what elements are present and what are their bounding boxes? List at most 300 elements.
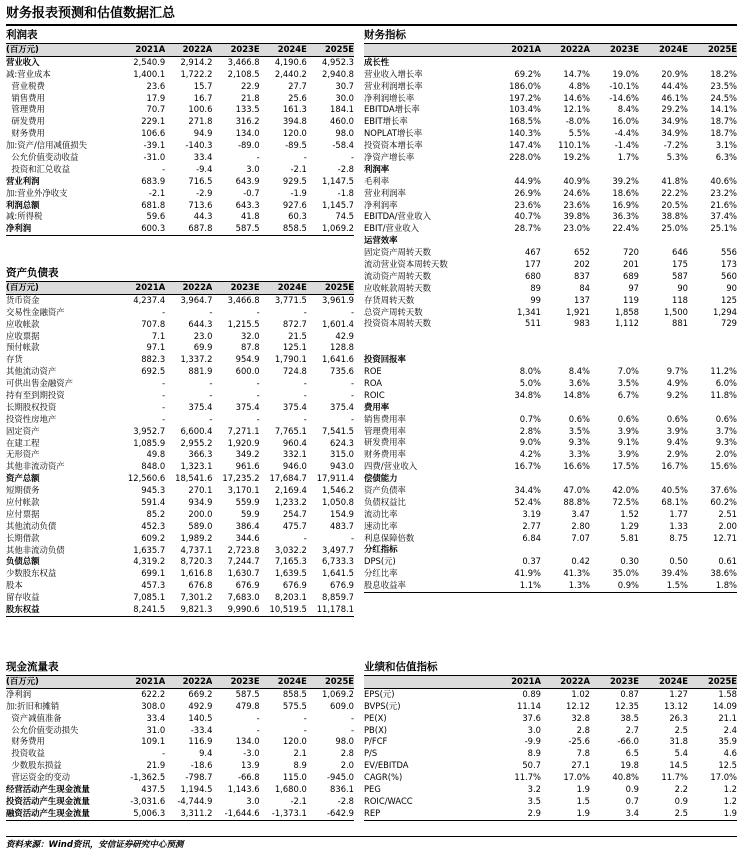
cell-value: 683.9 <box>141 175 166 186</box>
cell-value: 644.3 <box>188 318 213 329</box>
cell-value: 32.8 <box>571 712 590 723</box>
cell-value: - <box>162 748 166 759</box>
cell-value: 332.1 <box>282 449 307 460</box>
table-row <box>6 784 354 796</box>
cell-value: - <box>256 378 260 389</box>
table-row <box>6 366 354 378</box>
table-row <box>364 223 737 235</box>
table-row <box>364 176 737 188</box>
cell-value: 33.4 <box>193 152 213 163</box>
cell-value: -66.8 <box>237 772 260 783</box>
cell-value: 40.5% <box>661 484 688 495</box>
row-label: PB(X) <box>364 724 388 735</box>
cell-value: 44.4% <box>661 80 688 91</box>
table-row <box>6 485 354 497</box>
row-label: ROE <box>364 366 382 377</box>
row-label: P/FCF <box>364 736 388 747</box>
cell-value: 30.0 <box>335 92 355 103</box>
cell-value: 676.9 <box>235 580 260 591</box>
cell-value: 2.2 <box>674 784 688 795</box>
cell-value: 161.3 <box>282 104 307 115</box>
cell-value: 9.2% <box>666 389 688 400</box>
group-label: 偿债能力 <box>364 473 398 484</box>
cell-value: 0.6% <box>617 413 639 424</box>
cell-value: -89.0 <box>237 140 260 151</box>
cell-value: 12.35 <box>615 700 639 711</box>
cell-value: 1,050.8 <box>322 497 355 508</box>
cell-value: 103.4% <box>509 104 541 115</box>
cell-value: 624.3 <box>330 437 355 448</box>
cell-value: 11.2% <box>710 366 737 377</box>
row-label: 净利润 <box>6 688 32 699</box>
cell-value: 3,952.7 <box>133 425 166 436</box>
cell-value: 609.0 <box>330 700 355 711</box>
section-title: 财务指标 <box>364 28 737 44</box>
spacer-row <box>364 342 737 354</box>
cell-value: 437.5 <box>141 784 166 795</box>
row-label: EBIT/营业收入 <box>364 223 419 234</box>
cell-value: 154.9 <box>330 508 355 519</box>
table-row <box>6 556 354 568</box>
cell-value: 0.6% <box>715 413 737 424</box>
table-row <box>364 318 737 330</box>
table-header <box>6 676 354 689</box>
table-row <box>6 223 354 235</box>
cell-value: 3,497.7 <box>322 544 355 555</box>
cell-value: 1.7% <box>617 152 639 163</box>
cell-value: 8.4% <box>617 104 639 115</box>
table-row <box>364 81 737 93</box>
cell-value: - <box>162 163 166 174</box>
cell-value: 983 <box>574 318 590 329</box>
cell-value: - <box>303 152 307 163</box>
cell-value: 184.1 <box>330 104 355 115</box>
year-header: 2023E <box>230 282 260 292</box>
row-label: 投资活动产生现金流量 <box>6 795 90 806</box>
cell-value: 609.2 <box>141 532 166 543</box>
row-label: 研发费用率 <box>364 437 406 448</box>
cell-value: - <box>303 390 307 401</box>
cell-value: 31.0 <box>146 724 166 735</box>
table-row <box>6 164 354 176</box>
cell-value: 37.6 <box>522 712 541 723</box>
cell-value: 735.6 <box>330 366 355 377</box>
cell-value: 9.3% <box>568 437 590 448</box>
cell-value: 175 <box>672 259 688 270</box>
row-label: 净利润增长率 <box>364 92 415 103</box>
cell-value: 36.3% <box>612 211 639 222</box>
table-row <box>6 93 354 105</box>
cell-value: - <box>303 724 307 735</box>
cell-value: 2,914.2 <box>180 56 213 67</box>
cell-value: 1,112 <box>615 318 639 329</box>
row-label: ROIC/WACC <box>364 795 413 806</box>
cell-value: 22.9 <box>240 80 260 91</box>
cell-value: 8,203.1 <box>274 592 307 603</box>
cell-value: 600.3 <box>141 223 166 234</box>
cell-value: 44.3 <box>193 211 213 222</box>
row-label: EBITDA/营业收入 <box>364 211 431 222</box>
table-row <box>364 521 737 533</box>
row-label: 应收帐款 <box>6 318 40 329</box>
cell-value: 3,466.8 <box>227 56 260 67</box>
cell-value: 99 <box>530 294 541 305</box>
cell-value: 120.0 <box>282 736 307 747</box>
cell-value: 118 <box>672 294 688 305</box>
table-header <box>364 676 737 689</box>
cell-value: 28.7% <box>514 223 541 234</box>
row-label: 财务费用 <box>6 128 45 139</box>
cell-value: - <box>350 378 355 389</box>
cell-value: 9.1% <box>617 437 639 448</box>
valuation-indicators <box>364 660 737 821</box>
cell-value: 19.2% <box>563 152 590 163</box>
cell-value: 858.5 <box>282 223 307 234</box>
cell-value: 100.6 <box>188 104 213 115</box>
table-row <box>6 414 354 426</box>
cell-value: 34.9% <box>661 128 688 139</box>
cell-value: 5.3% <box>666 152 688 163</box>
cell-value: 228.0% <box>509 152 541 163</box>
cell-value: 49.8 <box>146 449 166 460</box>
cell-value: 4,319.2 <box>133 556 166 567</box>
cell-value: 59.6 <box>146 211 166 222</box>
row-label: 无形资产 <box>6 449 40 460</box>
cell-value: - <box>256 712 260 723</box>
year-header: 2024E <box>277 282 307 292</box>
row-label: 在建工程 <box>6 437 40 448</box>
cell-value: -1.4% <box>614 140 639 151</box>
cell-value: 1.77 <box>669 508 688 519</box>
cell-value: 177 <box>525 259 541 270</box>
row-label: ROIC <box>364 389 385 400</box>
cell-value: 39.2% <box>612 175 639 186</box>
row-label: 可供出售金融资产 <box>6 378 73 389</box>
cell-value: 375.4 <box>282 401 307 412</box>
cell-value: 34.9% <box>661 116 688 127</box>
table-row <box>364 414 737 426</box>
cell-value: 18,541.6 <box>175 473 213 484</box>
year-header: 2021A <box>511 676 541 686</box>
cell-value: 23.5% <box>710 80 737 91</box>
cell-value: - <box>256 152 260 163</box>
cell-value: 1,630.7 <box>227 568 260 579</box>
table-row <box>364 497 737 509</box>
table-header <box>6 44 354 57</box>
cell-value: 4,952.3 <box>322 56 355 67</box>
cell-value: 587.5 <box>235 688 260 699</box>
unit-label: (百万元) <box>6 282 39 292</box>
row-label: 短期债务 <box>6 485 40 496</box>
group-label: 投资回报率 <box>364 354 406 365</box>
cell-value: 3.6% <box>568 377 590 388</box>
cell-value: 1,323.1 <box>180 461 213 472</box>
cell-value: 3.4 <box>625 807 639 818</box>
cell-value: 0.6% <box>568 413 590 424</box>
cell-value: 2.5 <box>674 807 688 818</box>
year-header: 2021A <box>511 44 541 54</box>
cell-value: 20.5% <box>661 199 688 210</box>
cell-value: 1,921 <box>566 306 590 317</box>
table-row <box>364 307 737 319</box>
cell-value: 1,215.5 <box>227 318 260 329</box>
cell-value: 836.1 <box>330 784 355 795</box>
cell-value: -25.6 <box>568 736 590 747</box>
cell-value: 724.8 <box>282 366 307 377</box>
cell-value: 475.7 <box>282 520 307 531</box>
spacer-row <box>364 330 737 342</box>
cell-value: 1.9 <box>576 784 590 795</box>
cell-value: - <box>209 413 213 424</box>
row-label: 留存收益 <box>6 592 40 603</box>
table-row <box>364 713 737 725</box>
cell-value: 21.5 <box>288 330 307 341</box>
cell-value: 7.07 <box>571 532 590 543</box>
cell-value: 13.12 <box>664 700 688 711</box>
cell-value: 699.1 <box>141 568 166 579</box>
cell-value: 11,178.1 <box>316 604 355 615</box>
table-row <box>6 748 354 760</box>
cell-value: 2,940.8 <box>322 68 355 79</box>
cell-value: 197.2% <box>509 92 541 103</box>
cell-value: 125.1 <box>282 342 307 353</box>
table-row <box>6 473 354 485</box>
row-label: 少数股东损益 <box>6 760 62 771</box>
row-label: 融资活动产生现金流量 <box>6 807 90 818</box>
table-row <box>364 580 737 592</box>
cell-value: 21.1 <box>718 712 737 723</box>
table-row <box>6 713 354 725</box>
table-row <box>364 533 737 545</box>
cell-value: - <box>162 390 166 401</box>
cell-value: 669.2 <box>188 688 213 699</box>
cell-value: 40.6% <box>710 175 737 186</box>
table-bottom-rule <box>6 235 354 236</box>
cell-value: 1,145.7 <box>322 199 355 210</box>
table-bottom-rule <box>6 616 354 617</box>
cell-value: -14.6% <box>609 92 639 103</box>
unit-label <box>364 676 492 688</box>
cell-value: - <box>350 306 355 317</box>
cell-value: 934.9 <box>188 497 213 508</box>
table-row <box>364 736 737 748</box>
cell-value: - <box>162 413 166 424</box>
cell-value: - <box>350 390 355 401</box>
cell-value: 202 <box>574 259 590 270</box>
cell-value: 140.5 <box>188 712 213 723</box>
table-row <box>6 319 354 331</box>
cell-value: 4,237.4 <box>133 294 166 305</box>
report-title: 财务报表预测和估值数据汇总 <box>6 4 737 26</box>
row-label: 销售费用率 <box>364 413 406 424</box>
cell-value: 1.52 <box>620 508 639 519</box>
cell-value: 4.6 <box>723 748 737 759</box>
table-row <box>364 283 737 295</box>
cell-value: 6.3% <box>715 152 737 163</box>
row-label: 流动比率 <box>364 508 398 519</box>
cell-value: 3.3% <box>568 449 590 460</box>
cell-value: 652 <box>574 247 590 258</box>
cell-value: 954.9 <box>235 354 260 365</box>
table-row <box>6 545 354 557</box>
cell-value: 11.7% <box>514 772 541 783</box>
cell-value: 23.0% <box>563 223 590 234</box>
row-label: PEG <box>364 784 381 795</box>
cell-value: -2.1 <box>148 187 166 198</box>
year-header: 2023E <box>609 44 639 54</box>
source-note: 资料来源：Wind资讯，安信证券研究中心预测 <box>6 836 737 853</box>
cell-value: 173 <box>721 259 737 270</box>
cell-value: 6,600.4 <box>180 425 213 436</box>
table-row <box>364 128 737 140</box>
row-label: 固定资产 <box>6 425 40 436</box>
cell-value: 14.5 <box>669 760 688 771</box>
cell-value: 0.6% <box>666 413 688 424</box>
cell-value: 14.8% <box>563 389 590 400</box>
row-label: 营业收入 <box>6 56 40 67</box>
cell-value: 22.4% <box>612 223 639 234</box>
cell-value: 270.1 <box>188 485 213 496</box>
cell-value: 6.0% <box>715 377 737 388</box>
cell-value: 1.2 <box>723 795 737 806</box>
cell-value: 2.0 <box>340 760 355 771</box>
table-row <box>6 295 354 307</box>
cell-value: 37.4% <box>710 211 737 222</box>
cell-value: - <box>209 378 213 389</box>
section-title: 利润表 <box>6 28 354 44</box>
cell-value: 15.7 <box>193 80 213 91</box>
cell-value: 38.5 <box>620 712 639 723</box>
cell-value: 40.7% <box>514 211 541 222</box>
table-row <box>364 152 737 164</box>
cell-value: 3,170.1 <box>227 485 260 496</box>
table-row <box>6 521 354 533</box>
row-label: 交易性金融资产 <box>6 306 65 317</box>
cell-value: 9.0% <box>519 437 541 448</box>
cell-value: 16.9% <box>612 199 639 210</box>
cell-value: 8,859.7 <box>322 592 355 603</box>
cell-value: 110.1% <box>558 140 590 151</box>
table-row <box>364 725 737 737</box>
cell-value: 713.6 <box>188 199 213 210</box>
unit-label: (百万元) <box>6 44 39 54</box>
row-label: 负债总额 <box>6 556 40 567</box>
cell-value: 84 <box>579 282 590 293</box>
cell-value: 3.9% <box>617 425 639 436</box>
table-row <box>364 772 737 784</box>
row-label: BVPS(元) <box>364 700 401 711</box>
row-label: 加:营业外净收支 <box>6 187 68 198</box>
table-row <box>364 509 737 521</box>
cell-value: 23.6% <box>563 199 590 210</box>
cell-value: 32.0 <box>240 330 260 341</box>
cell-value: -9.4 <box>196 163 213 174</box>
row-label: 分红比率 <box>364 568 398 579</box>
cell-value: - <box>256 724 260 735</box>
table-row <box>6 378 354 390</box>
cell-value: 25.6 <box>288 92 307 103</box>
cell-value: 20.9% <box>661 68 688 79</box>
cell-value: 1.27 <box>669 688 688 699</box>
cell-value: 1,294 <box>713 306 737 317</box>
cell-value: 1,337.2 <box>180 354 213 365</box>
row-label: 资产减值准备 <box>6 712 62 723</box>
cell-value: - <box>350 724 355 735</box>
cell-value: 70.7 <box>146 104 166 115</box>
cell-value: 3.19 <box>522 508 541 519</box>
cell-value: 837 <box>574 270 590 281</box>
cell-value: 201 <box>623 259 639 270</box>
cell-value: - <box>256 306 260 317</box>
row-label: 总资产周转天数 <box>364 306 423 317</box>
cell-value: 457.3 <box>141 580 166 591</box>
row-label: 投资收益 <box>6 748 45 759</box>
cell-value: 1.2 <box>723 784 737 795</box>
cell-value: 2.8 <box>576 724 590 735</box>
unit-label: (百万元) <box>6 676 39 686</box>
table-row <box>364 748 737 760</box>
cell-value: 848.0 <box>141 461 166 472</box>
cell-value: 8,720.3 <box>180 556 213 567</box>
row-label: 营业利润率 <box>364 187 406 198</box>
year-header: 2022A <box>560 676 590 686</box>
cell-value: 591.4 <box>141 497 166 508</box>
cell-value: - <box>303 378 307 389</box>
cell-value: 22.2% <box>661 187 688 198</box>
cell-value: 40.8% <box>612 772 639 783</box>
cell-value: 2.1 <box>293 748 307 759</box>
table-row <box>6 808 354 820</box>
cell-value: 11.14 <box>517 700 541 711</box>
cell-value: - <box>256 390 260 401</box>
cell-value: 85.2 <box>146 508 166 519</box>
row-label: 其他流动负债 <box>6 520 57 531</box>
cell-value: 452.3 <box>141 520 166 531</box>
cell-value: 315.0 <box>330 449 355 460</box>
table-row <box>6 402 354 414</box>
cell-value: 18.7% <box>710 128 737 139</box>
cell-value: 21.8 <box>240 92 260 103</box>
cell-value: 14.6% <box>563 92 590 103</box>
cell-value: 3,771.5 <box>274 294 307 305</box>
cell-value: 19.8 <box>620 760 639 771</box>
financial-indicators <box>364 28 737 593</box>
cell-value: 1.3% <box>568 580 590 591</box>
row-label: 营业收入增长率 <box>364 68 423 79</box>
table-row <box>364 140 737 152</box>
cell-value: 375.4 <box>235 401 260 412</box>
cell-value: 587.5 <box>235 223 260 234</box>
cell-value: 35.9 <box>718 736 737 747</box>
cell-value: 120.0 <box>282 128 307 139</box>
cell-value: 3,032.2 <box>274 544 307 555</box>
cell-value: 881 <box>672 318 688 329</box>
cell-value: 1,143.6 <box>227 784 260 795</box>
cell-value: 140.3% <box>509 128 541 139</box>
cell-value: 16.7 <box>193 92 213 103</box>
cell-value: 559.9 <box>235 497 260 508</box>
cell-value: 467 <box>525 247 541 258</box>
group-label: 费用率 <box>364 401 390 412</box>
cell-value: 1.29 <box>620 520 639 531</box>
cell-value: -9.9 <box>524 736 541 747</box>
cell-value: -140.3 <box>185 140 213 151</box>
cell-value: 587 <box>672 270 688 281</box>
table-row <box>6 438 354 450</box>
row-label: 投资和汇兑收益 <box>6 163 70 174</box>
cell-value: 394.8 <box>282 116 307 127</box>
cell-value: 961.6 <box>235 461 260 472</box>
